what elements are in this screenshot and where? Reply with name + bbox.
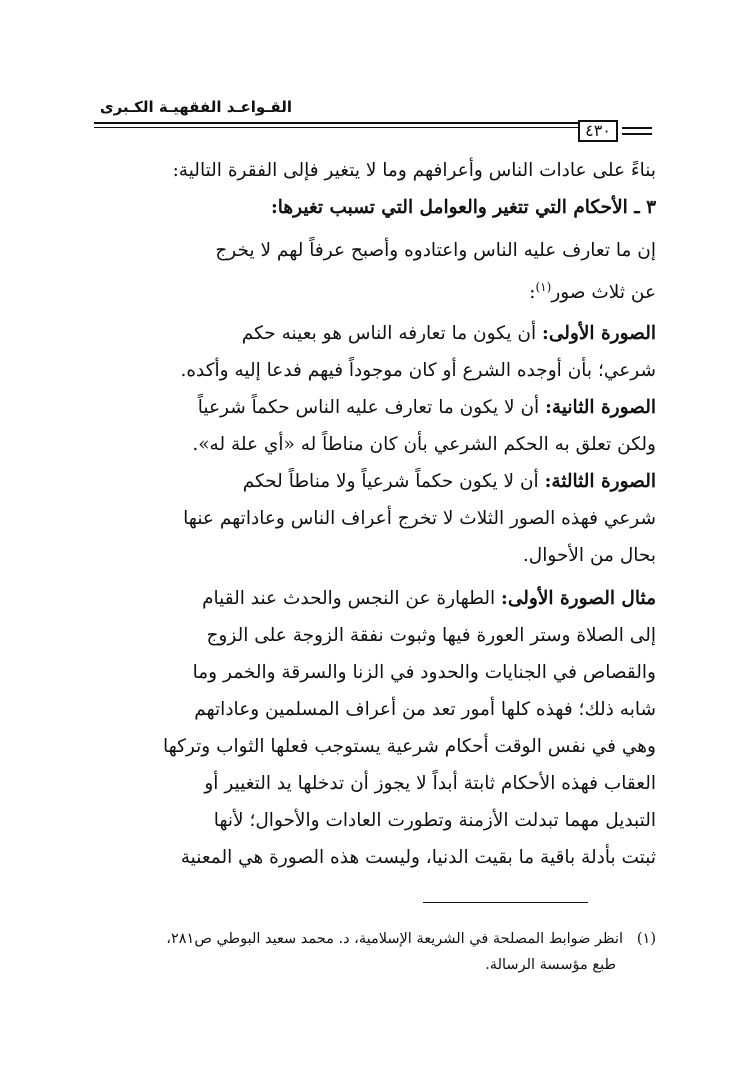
case-label: الصورة الأولى: bbox=[542, 323, 656, 345]
page-number: ٤٣٠ bbox=[578, 120, 618, 142]
text-segment: الطهارة عن النجس والحدث عند القيام bbox=[202, 588, 502, 610]
text-line: شابه ذلك؛ فهذه كلها أمور تعد من أعراف المسلمين وعاداتهم bbox=[194, 699, 656, 721]
text-line: العقاب فهذه الأحكام ثابتة أبداً لا يجوز أن تدخلها يد التغيير أو bbox=[204, 773, 656, 795]
header-rule-bottom bbox=[94, 127, 578, 128]
text-line: ثبتت بأدلة باقية ما بقيت الدنيا، وليست هذه الصورة هي المعنية bbox=[180, 847, 656, 869]
footnote-reference: (١) bbox=[535, 280, 552, 294]
page-number-dash-bottom bbox=[622, 133, 652, 135]
header-rule-top bbox=[94, 122, 578, 124]
text-line bbox=[82, 315, 656, 352]
text-segment: عن ثلاث صور bbox=[551, 282, 656, 304]
text-line: شرعي؛ بأن أوجده الشرع أو كان موجوداً فيهم فدعا إليه وأكده. bbox=[180, 360, 656, 382]
text-segment: أن لا يكون حكماً شرعياً ولا مناطاً لحكم bbox=[242, 471, 545, 493]
text-line bbox=[82, 389, 656, 426]
text-line bbox=[82, 580, 656, 617]
footnote-text: انظر ضوابط المصلحة في الشريعة الإسلامية، د. محمد سعيد البوطي ص٢٨١، bbox=[166, 931, 624, 947]
footnote-separator bbox=[423, 902, 588, 903]
text-line bbox=[82, 463, 656, 500]
main-text bbox=[82, 152, 656, 876]
text-line bbox=[82, 269, 656, 311]
text-line: وهي في نفس الوقت أحكام شرعية يستوجب فعلها الثواب وتركها bbox=[162, 736, 656, 758]
example-label: مثال الصورة الأولى: bbox=[501, 588, 656, 610]
footnote-marker: (١) bbox=[636, 931, 656, 947]
footnote bbox=[82, 926, 656, 978]
text-line: والقصاص في الجنايات والحدود في الزنا والسرقة والخمر وما bbox=[192, 662, 656, 684]
text-segment: أن لا يكون ما تعارف عليه الناس حكماً شرعياً bbox=[197, 397, 546, 419]
text-line: بحال من الأحوال. bbox=[522, 545, 656, 567]
text-line: إلى الصلاة وستر العورة فيها وثبوت نفقة الزوجة على الزوج bbox=[206, 625, 656, 647]
text-segment: : bbox=[529, 282, 536, 304]
page-number-dash-top bbox=[622, 127, 652, 129]
running-title: القـواعـد الفقهيـة الكـبرى bbox=[99, 98, 292, 116]
footnote-line bbox=[82, 926, 656, 952]
text-segment: أن يكون ما تعارفه الناس هو بعينه حكم bbox=[241, 323, 543, 345]
text-line: شرعي فهذه الصور الثلاث لا تخرج أعراف الناس وعاداتهم عنها bbox=[183, 508, 656, 530]
section-heading: ٣ ـ الأحكام التي تتغير والعوامل التي تسبب تغيرها: bbox=[270, 197, 656, 218]
case-label: الصورة الثانية: bbox=[545, 397, 656, 419]
text-line: التبديل مهما تبدلت الأزمنة وتطورت العادات والأحوال؛ لأنها bbox=[213, 810, 656, 832]
text-line: ولكن تعلق به الحكم الشرعي بأن كان مناطاً له «أي علة له». bbox=[192, 434, 656, 456]
text-line: إن ما تعارف عليه الناس واعتادوه وأصبح عرفاً لهم لا يخرج bbox=[215, 240, 656, 261]
case-label: الصورة الثالثة: bbox=[544, 471, 656, 493]
text-line: بناءً على عادات الناس وأعرافهم وما لا يتغير فإلى الفقرة التالية: bbox=[172, 160, 656, 181]
footnote-line: طبع مؤسسة الرسالة. bbox=[485, 957, 616, 973]
